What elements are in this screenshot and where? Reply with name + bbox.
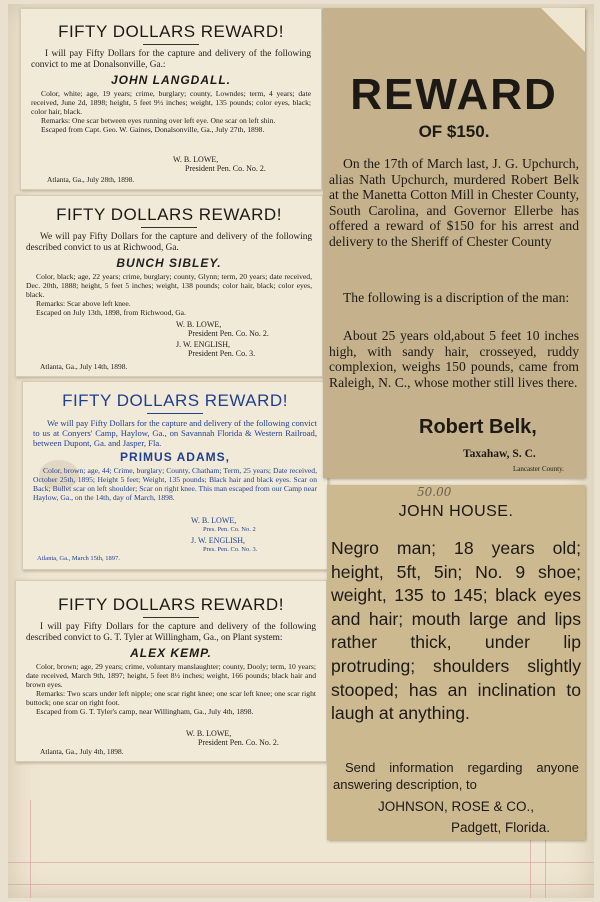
firm-place: Padgett, Florida. bbox=[451, 820, 551, 835]
firm-name: JOHNSON, ROSE & CO., bbox=[377, 799, 535, 814]
poster-heading: FIFTY DOLLARS REWARD! bbox=[58, 595, 284, 614]
convict-name: BUNCH SIBLEY. bbox=[116, 256, 222, 270]
pencil-note: 50.00 bbox=[417, 485, 452, 499]
convict-description bbox=[26, 662, 316, 717]
dateline: Atlanta, Ga., July 14th, 1898. bbox=[40, 362, 128, 371]
reward-poster bbox=[15, 195, 323, 377]
signer-name: W. B. LOWE, bbox=[173, 155, 219, 164]
crime-account: On the 17th of March last, J. G. Upchurch, alias Nath Upchurch, murdered Robert Belk at the Manetta Cotton Mill in Chester County, South Carolina, and Governor Ellerbe has offered a reward of $150 for his arrest and delivery to the Sheriff of Chester County bbox=[329, 156, 579, 249]
dateline: Atlanta, Ga., July 28th, 1898. bbox=[47, 175, 135, 184]
poster-intro: We will pay Fifty Dollars for the capture and delivery of the following described convict to us at Richwood, Ga. bbox=[26, 232, 312, 253]
description-line: Remarks: One scar between eyes running over left eye. One scar on left shin. bbox=[41, 116, 276, 126]
description-line: Color, white; age, 19 years; crime, burglary; county, Lowndes; term, 4 years; date received, June 2d, 1898; height, 5 feet 9½ inches; weight, 135 pounds; color eyes, black; color hair, black. bbox=[31, 89, 311, 117]
signer-name: Robert Belk, bbox=[419, 416, 537, 438]
poster-intro: I will pay Fifty Dollars for the capture and delivery of the following convict to me at Donalsonville, Ga.: bbox=[31, 49, 311, 70]
description-line: Color, brown; age, 29 years; crime, voluntary manslaughter; county, Dooly; term, 10 years; date received, March 9th, 1897; height, 5 feet 8½ inches; weight, 166 pounds; black hair and brown eyes. bbox=[26, 662, 316, 690]
reward-heading: REWARD bbox=[350, 70, 558, 119]
signer-name: W. B. LOWE, bbox=[191, 516, 237, 525]
poster-intro: We will pay Fifty Dollars for the capture and delivery of the following convict to us at Conyers' Camp, Haylow, Ga., on Savannah Florida & Western Railroad, between Dupont, Ga. and Jasper, Fla. bbox=[33, 418, 317, 448]
description-line: Remarks: Scar above left knee. bbox=[36, 299, 131, 309]
signer-name: J. W. ENGLISH, bbox=[191, 536, 246, 545]
signer-name: W. B. LOWE, bbox=[186, 729, 232, 738]
signature-block bbox=[191, 516, 257, 554]
convict-name: PRIMUS ADAMS, bbox=[120, 450, 230, 464]
signer-title: Pres. Pen. Co. No. 2 bbox=[203, 526, 256, 533]
reward-amount: OF $150. bbox=[418, 122, 490, 141]
reward-poster bbox=[22, 381, 328, 570]
description-line: Remarks: Two scars under left nipple; one scar right knee; one scar left knee; one scar right buttock; one scar on right foot. bbox=[26, 689, 316, 708]
poster-heading: FIFTY DOLLARS REWARD! bbox=[56, 205, 282, 224]
description-line: Escaped from Capt. Geo. W. Gaines, Donalsonville, Ga., July 27th, 1898. bbox=[41, 125, 265, 135]
description-line: Color, black; age, 22 years; crime, burglary; county, Glynn; term, 20 years; date received, Dec. 20th, 1888; height, 5 feet 5 inches; weight, 138 pounds; color hair, black; color eyes, black. bbox=[26, 272, 312, 300]
signer-name: W. B. LOWE, bbox=[176, 320, 222, 329]
convict-name: ALEX KEMP. bbox=[130, 646, 212, 660]
convict-name: JOHN LANGDALL. bbox=[111, 73, 231, 87]
ink-blot bbox=[39, 460, 79, 490]
ledger-rule bbox=[8, 862, 594, 863]
poster-heading: FIFTY DOLLARS REWARD! bbox=[62, 391, 288, 410]
signer-title: President Pen. Co. 3. bbox=[188, 349, 256, 358]
convict-description bbox=[26, 272, 312, 317]
divider bbox=[141, 227, 197, 228]
signer-place: Taxahaw, S. C. bbox=[463, 448, 536, 460]
suspect-description: About 25 years old,about 5 feet 10 inches high, with sandy hair, crosseyed, ruddy complexion, weighs 150 pounds, came from Raleigh, N. C., whose mother still lives there. bbox=[329, 328, 579, 390]
torn-corner bbox=[541, 8, 585, 52]
wanted-name: JOHN HOUSE. bbox=[398, 503, 514, 520]
convict-description bbox=[31, 89, 311, 134]
description-line: Escaped from G. T. Tyler's camp, near Willingham, Ga., July 4th, 1898. bbox=[36, 707, 254, 717]
signer-title: Pres. Pen. Co. No. 3. bbox=[203, 546, 258, 553]
reward-poster bbox=[15, 580, 327, 762]
signer-name: J. W. ENGLISH, bbox=[176, 340, 231, 349]
divider bbox=[143, 617, 199, 618]
signature-block bbox=[173, 155, 266, 173]
ledger-rule bbox=[30, 800, 31, 898]
contact-instructions: Send information regarding anyone answering description, to bbox=[333, 760, 579, 792]
signature-block bbox=[186, 729, 279, 747]
newspaper-clipping bbox=[327, 485, 585, 840]
poster-heading: FIFTY DOLLARS REWARD! bbox=[58, 22, 284, 41]
newspaper-clipping bbox=[323, 8, 585, 478]
description-line: Escaped on July 13th, 1898, from Richwood, Ga. bbox=[36, 308, 186, 318]
ledger-rule bbox=[8, 884, 594, 885]
signer-title: President Pen. Co. No. 2. bbox=[188, 329, 269, 338]
description-line: Color, brown; age, 44; Crime, burglary; County, Chatham; Term, 25 years; Date received, October 25th, 1895; Height 5 feet; Weight, 135 pounds; Black hair and black eyes. Scar on Back; Bullet scar on left shoulder; Scar on right knee. This man escaped from our Camp near Haylow, Ga., on the 14th, day of March, 1898. bbox=[33, 466, 317, 503]
description-intro: The following is a discription of the man: bbox=[343, 290, 570, 305]
dateline: Atlanta, Ga., March 15th, 1897. bbox=[37, 555, 120, 562]
divider bbox=[147, 413, 203, 414]
reward-poster bbox=[20, 8, 322, 190]
signer-title: President Pen. Co. No. 2. bbox=[198, 738, 279, 747]
signer-county: Lancaster County. bbox=[513, 465, 564, 473]
wanted-description: Negro man; 18 years old; height, 5ft, 5in; No. 9 shoe; weight, 135 to 145; black eyes and hair; mouth large and lips rather thick, under lip protruding; shoulders slightly stooped; has an inclination to laugh at anything. bbox=[331, 538, 581, 724]
signer-title: President Pen. Co. No. 2. bbox=[185, 164, 266, 173]
divider bbox=[143, 44, 199, 45]
poster-intro: I will pay Fifty Dollars for the capture and delivery of the following described convict to G. T. Tyler at Willingham, Ga., on Plant system: bbox=[26, 622, 316, 643]
dateline: Atlanta, Ga., July 4th, 1898. bbox=[40, 747, 124, 756]
signature-block bbox=[176, 320, 269, 358]
